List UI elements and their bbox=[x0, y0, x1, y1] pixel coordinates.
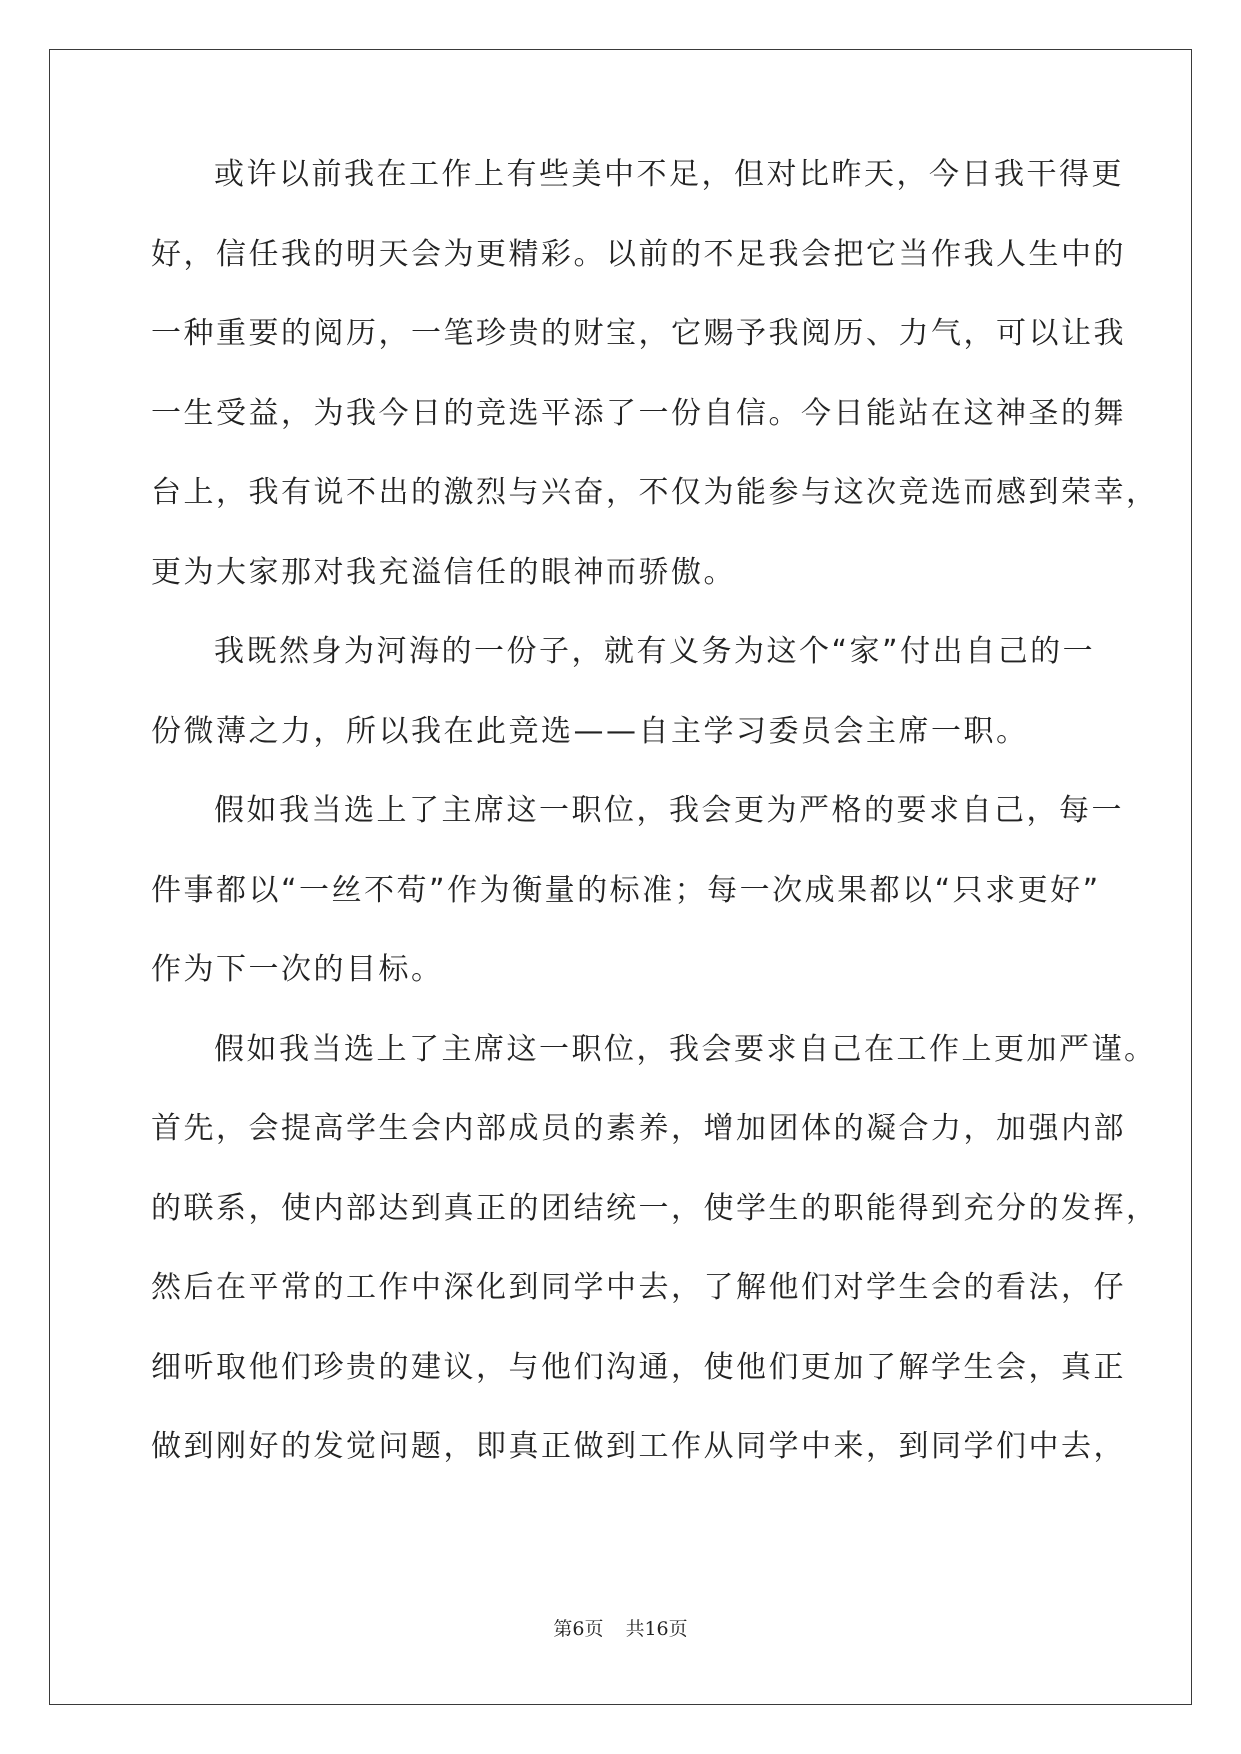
paragraph-line: 一生受益，为我今日的竞选平添了一份自信。今日能站在这神圣的舞 bbox=[151, 395, 1126, 431]
paragraph-line: 份微薄之力，所以我在此竞选——自主学习委员会主席一职。 bbox=[151, 713, 1029, 749]
page-total: 共16页 bbox=[625, 1618, 688, 1640]
paragraph-line: 更为大家那对我充溢信任的眼神而骄傲。 bbox=[151, 554, 736, 590]
paragraph-line: 好，信任我的明天会为更精彩。以前的不足我会把它当作我人生中的 bbox=[151, 236, 1126, 272]
paragraph-line: 假如我当选上了主席这一职位，我会要求自己在工作上更加严谨。 bbox=[214, 1031, 1157, 1067]
paragraph-line: 件事都以“一丝不苟”作为衡量的标准；每一次成果都以“只求更好” bbox=[151, 872, 1101, 908]
paragraph-line: 假如我当选上了主席这一职位，我会更为严格的要求自己，每一 bbox=[214, 793, 1124, 828]
paragraph-line: 做到刚好的发觉问题，即真正做到工作从同学中来，到同学们中去， bbox=[151, 1429, 1126, 1464]
paragraph-line: 或许以前我在工作上有些美中不足，但对比昨天，今日我干得更 bbox=[214, 157, 1124, 192]
document-body bbox=[151, 155, 1159, 1507]
paragraph-line: 细听取他们珍贵的建议，与他们沟通，使他们更加了解学生会，真正 bbox=[151, 1349, 1126, 1385]
paragraph-line: 我既然身为河海的一份子，就有义务为这个“家”付出自己的一 bbox=[214, 634, 1096, 669]
paragraph-line: 一种重要的阅历，一笔珍贵的财宝，它赐予我阅历、力气，可以让我 bbox=[151, 316, 1126, 351]
paragraph-line: 然后在平常的工作中深化到同学中去，了解他们对学生会的看法，仔 bbox=[151, 1270, 1126, 1305]
page-number: 第6页 bbox=[553, 1618, 604, 1640]
paragraph-line: 台上，我有说不出的激烈与兴奋，不仅为能参与这次竞选而感到荣幸， bbox=[151, 475, 1159, 510]
page-footer bbox=[0, 1614, 1241, 1641]
paragraph-line: 的联系，使内部达到真正的团结统一，使学生的职能得到充分的发挥， bbox=[151, 1190, 1159, 1226]
paragraph-line: 首先，会提高学生会内部成员的素养，增加团体的凝合力，加强内部 bbox=[151, 1111, 1126, 1146]
paragraph-line: 作为下一次的目标。 bbox=[151, 952, 444, 987]
